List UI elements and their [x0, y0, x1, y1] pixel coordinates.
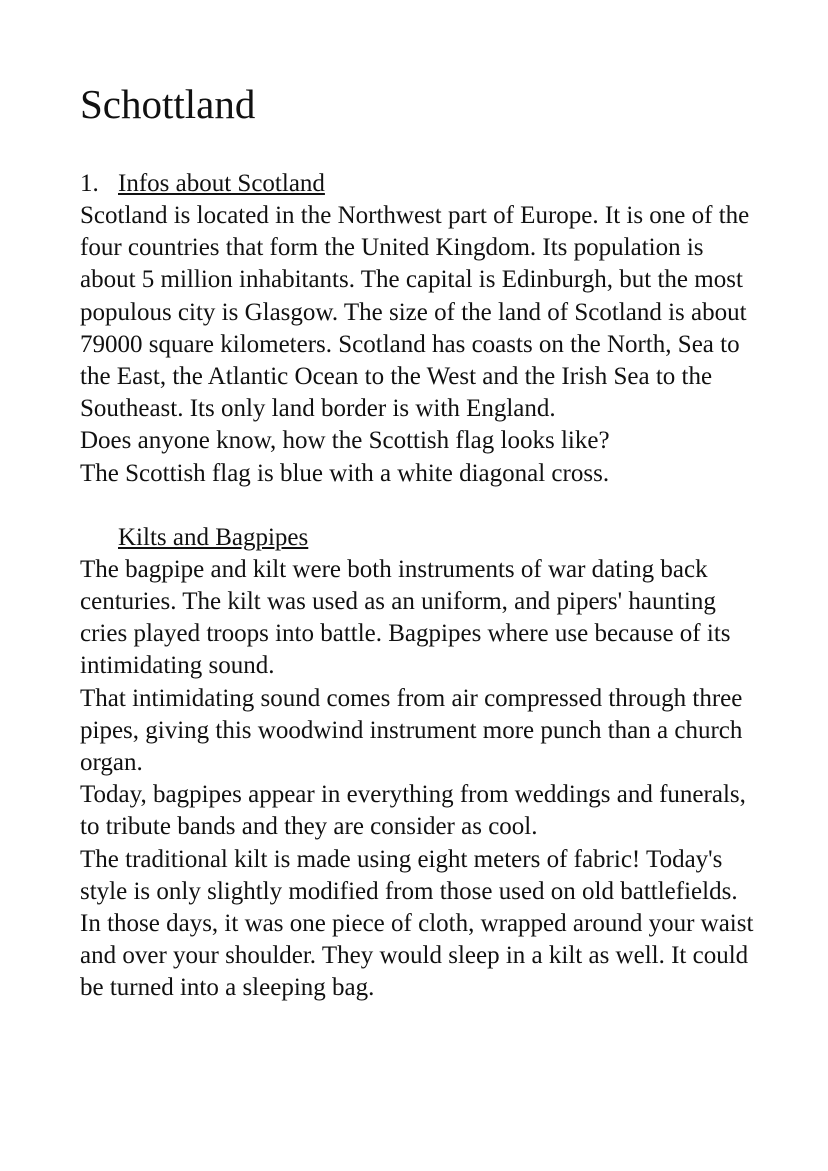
- paragraph: Today, bagpipes appear in everything from weddings and funerals, to tribute bands and they are consider as cool.: [80, 781, 746, 841]
- section-infos-about-scotland: [80, 168, 760, 490]
- paragraph: The bagpipe and kilt were both instruments of war dating back centuries. The kilt was used as an uniform, and pipers' haunting cries played troops into battle. Bagpipes where use because of its intimidating sound.: [80, 555, 731, 680]
- document-page: [80, 80, 760, 1005]
- paragraph: Does anyone know, how the Scottish flag looks like?: [80, 427, 610, 455]
- paragraph: Scotland is located in the Northwest part of Europe. It is one of the four countries that form the United Kingdom. Its population is about 5 million inhabitants. The capital is Edinburgh, but the most populous city is Glasgow. The size of the land of Scotland is about 79000 square kilometers. Scotland has coasts on the North, Sea to the East, the Atlantic Ocean to the West and the Irish Sea to the Southeast. Its only land border is with England.: [80, 202, 750, 423]
- paragraph: The traditional kilt is made using eight meters of fabric! Today's style is only slightly modified from those used on old battlefields. In those days, it was one piece of cloth, wrapped around your waist and over your shoulder. They would sleep in a kilt as well. It could be turned into a sleeping bag.: [80, 845, 754, 1002]
- document-title: Schottland: [80, 81, 256, 127]
- section-heading-text: Infos about Scotland: [118, 170, 325, 197]
- section-number: 1.: [80, 170, 99, 197]
- section-heading: [80, 522, 760, 554]
- paragraph: That intimidating sound comes from air compressed through three pipes, giving this woodwind instrument more punch than a church organ.: [80, 684, 743, 777]
- section-kilts-and-bagpipes: [80, 522, 760, 1005]
- section-heading-text: Kilts and Bagpipes: [118, 523, 309, 551]
- section-heading: [80, 168, 760, 200]
- paragraph: The Scottish flag is blue with a white diagonal cross.: [80, 459, 610, 487]
